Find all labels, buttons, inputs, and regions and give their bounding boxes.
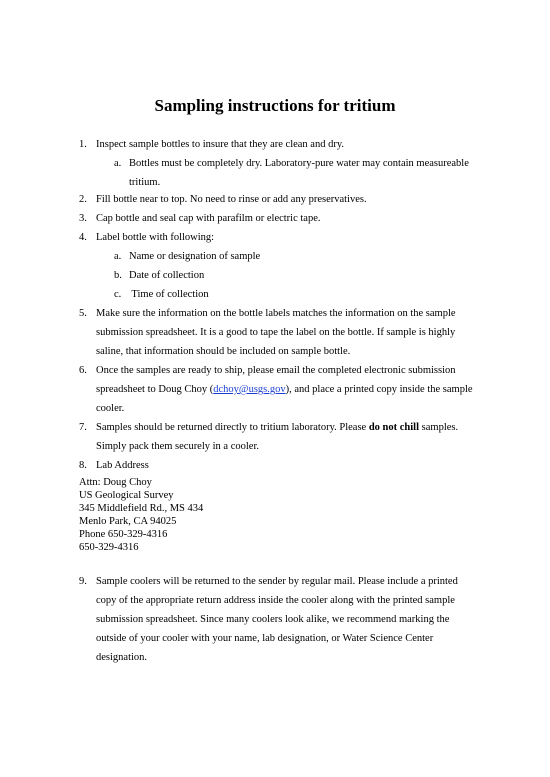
list-item-1 [79,135,479,154]
list-number: 7. [79,422,87,433]
list-number: 2. [79,194,87,205]
list-item-2 [79,190,479,209]
list-text: Sample coolers will be returned to the sender by regular mail. Please include a printed copy of the appropriate return address inside the cooler along with the printed sample submission spreadsheet. Since many coolers look alike, we recommend marking the outside of your cooler with your name, lab designation, or Water Science Center designation. [96,576,458,663]
address-line: Phone 650-329-4316 [79,529,168,540]
sub-text: Name or designation of sample [129,251,261,262]
list-text [96,361,479,418]
text-segment: samples. Simply pack them securely in a cooler. [96,422,459,452]
list-item-3 [79,209,479,228]
address-line: Attn: Doug Choy [79,477,152,488]
list-text: Make sure the information on the bottle labels matches the information on the sample submission spreadsheet. It is a good to tape the label on the bottle. If sample is highly saline, that information should be included on sample bottle. [96,308,456,357]
list-text: Lab Address [96,460,149,471]
sub-text: Bottles must be completely dry. Laboratory-pure water may contain measureable tritium. [129,158,469,188]
text-segment: ), and place a printed copy inside the sample cooler. [96,384,473,414]
sub-number: c. [114,289,122,300]
list-text: Label bottle with following: [96,232,215,243]
address-line: US Geological Survey [79,490,174,501]
sub-item-4c [114,285,474,304]
list-number: 8. [79,460,87,471]
sub-number: a. [114,251,122,262]
list-number: 5. [79,308,87,319]
list-number: 6. [79,365,87,376]
list-number: 3. [79,213,87,224]
list-item-6 [79,361,479,418]
sub-number: a. [114,158,122,169]
sub-text: Date of collection [129,270,205,281]
sub-number: b. [114,270,122,281]
sub-text: Time of collection [129,289,209,300]
list-item-7 [79,418,479,456]
list-text: Cap bottle and seal cap with parafilm or electric tape. [96,213,321,224]
page-title: Sampling instructions for tritium [154,96,396,115]
list-item-5 [79,304,479,361]
sub-item-1a [114,154,474,192]
list-number: 1. [79,139,87,150]
email-link[interactable]: dchoy@usgs.gov [213,384,286,395]
address-line: Menlo Park, CA 94025 [79,516,177,527]
list-item-9 [79,572,479,667]
list-text [96,418,479,456]
lab-address [79,476,203,554]
emphasis-text: do not chill [368,422,420,433]
list-item-4 [79,228,479,247]
sub-item-4b [114,266,474,285]
list-number: 4. [79,232,87,243]
address-line: 650-329-4316 [79,542,139,553]
list-text: Fill bottle near to top. No need to rinse or add any preservatives. [96,194,367,205]
text-segment: Samples should be returned directly to tritium laboratory. Please [96,422,369,433]
list-text: Inspect sample bottles to insure that they are clean and dry. [96,139,345,150]
text-segment: Once the samples are ready to ship, please email the completed electronic submission spreadsheet to Doug Choy ( [96,365,456,395]
sub-item-4a [114,247,474,266]
list-item-8 [79,456,479,475]
address-line: 345 Middlefield Rd., MS 434 [79,503,204,514]
list-number: 9. [79,576,87,587]
